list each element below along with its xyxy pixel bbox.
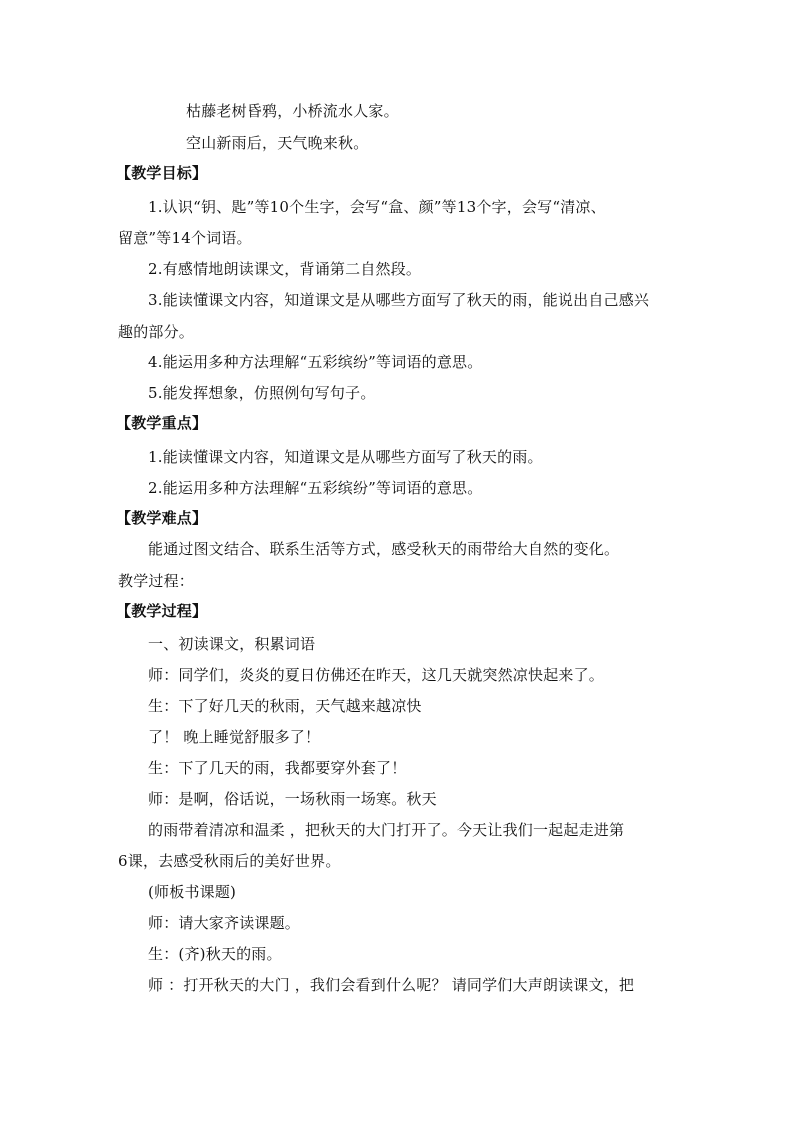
key-heading: 【教学重点】 bbox=[116, 414, 208, 432]
process-line-8: 6课，去感受秋雨后的美好世界。 bbox=[118, 852, 341, 870]
process-line-2: 师：同学们，炎炎的夏日仿佛还在昨天，这几天就突然凉快起来了。 bbox=[148, 666, 605, 684]
process-line-5: 生：下了几天的雨，我都要穿外套了！ bbox=[148, 759, 407, 777]
difficulty-heading: 【教学难点】 bbox=[116, 509, 208, 527]
goals-heading: 【教学目标】 bbox=[116, 164, 208, 182]
key-point-1: 1.能读懂课文内容，知道课文是从哪些方面写了秋天的雨。 bbox=[148, 448, 543, 466]
process-line-3: 生：下了好几天的秋雨，天气越来越凉快 bbox=[148, 697, 422, 715]
process-line-11: 生：(齐)秋天的雨。 bbox=[148, 945, 282, 963]
process-line-7: 的雨带着清凉和温柔 ，把秋天的大门打开了。今天让我们一起起走进第 bbox=[148, 821, 625, 839]
process-line-9: (师板书课题) bbox=[148, 883, 237, 901]
process-line-1: 一、初读课文，积累词语 bbox=[148, 635, 316, 653]
goal-2: 2.有感情地朗读课文，背诵第二自然段。 bbox=[148, 260, 422, 278]
goal-3-cont: 趣的部分。 bbox=[118, 323, 195, 341]
key-point-2: 2.能运用多种方法理解“五彩缤纷”等词语的意思。 bbox=[148, 479, 483, 497]
difficulty-text: 能通过图文结合、联系生活等方式，感受秋天的雨带给大自然的变化。 bbox=[148, 540, 620, 558]
process-line-6: 师：是啊，俗话说，一场秋雨一场寒。秋天 bbox=[148, 790, 437, 808]
goal-3: 3.能读懂课文内容，知道课文是从哪些方面写了秋天的雨，能说出自己感兴 bbox=[148, 291, 650, 309]
process-line-10: 师：请大家齐读课题。 bbox=[148, 914, 301, 932]
goal-4: 4.能运用多种方法理解“五彩缤纷”等词语的意思。 bbox=[148, 353, 483, 371]
poem-line-2: 空山新雨后，天气晚来秋。 bbox=[186, 134, 369, 152]
goal-1-cont: 留意”等14个词语。 bbox=[118, 229, 252, 247]
process-plain-label: 教学过程： bbox=[118, 572, 195, 590]
poem-line-1: 枯藤老树昏鸦，小桥流水人家。 bbox=[186, 102, 399, 120]
process-line-4: 了！ 晚上睡觉舒服多了！ bbox=[148, 728, 321, 746]
process-heading: 【教学过程】 bbox=[116, 602, 208, 620]
goal-1: 1.认识“钥、匙”等10个生字，会写“盒、颜”等13个字，会写“清凉、 bbox=[148, 198, 606, 216]
goal-5: 5.能发挥想象，仿照例句写句子。 bbox=[148, 384, 376, 402]
process-line-12: 师 ：打开秋天的大门 ，我们会看到什么呢？ 请同学们大声朗读课文，把 bbox=[148, 976, 635, 994]
